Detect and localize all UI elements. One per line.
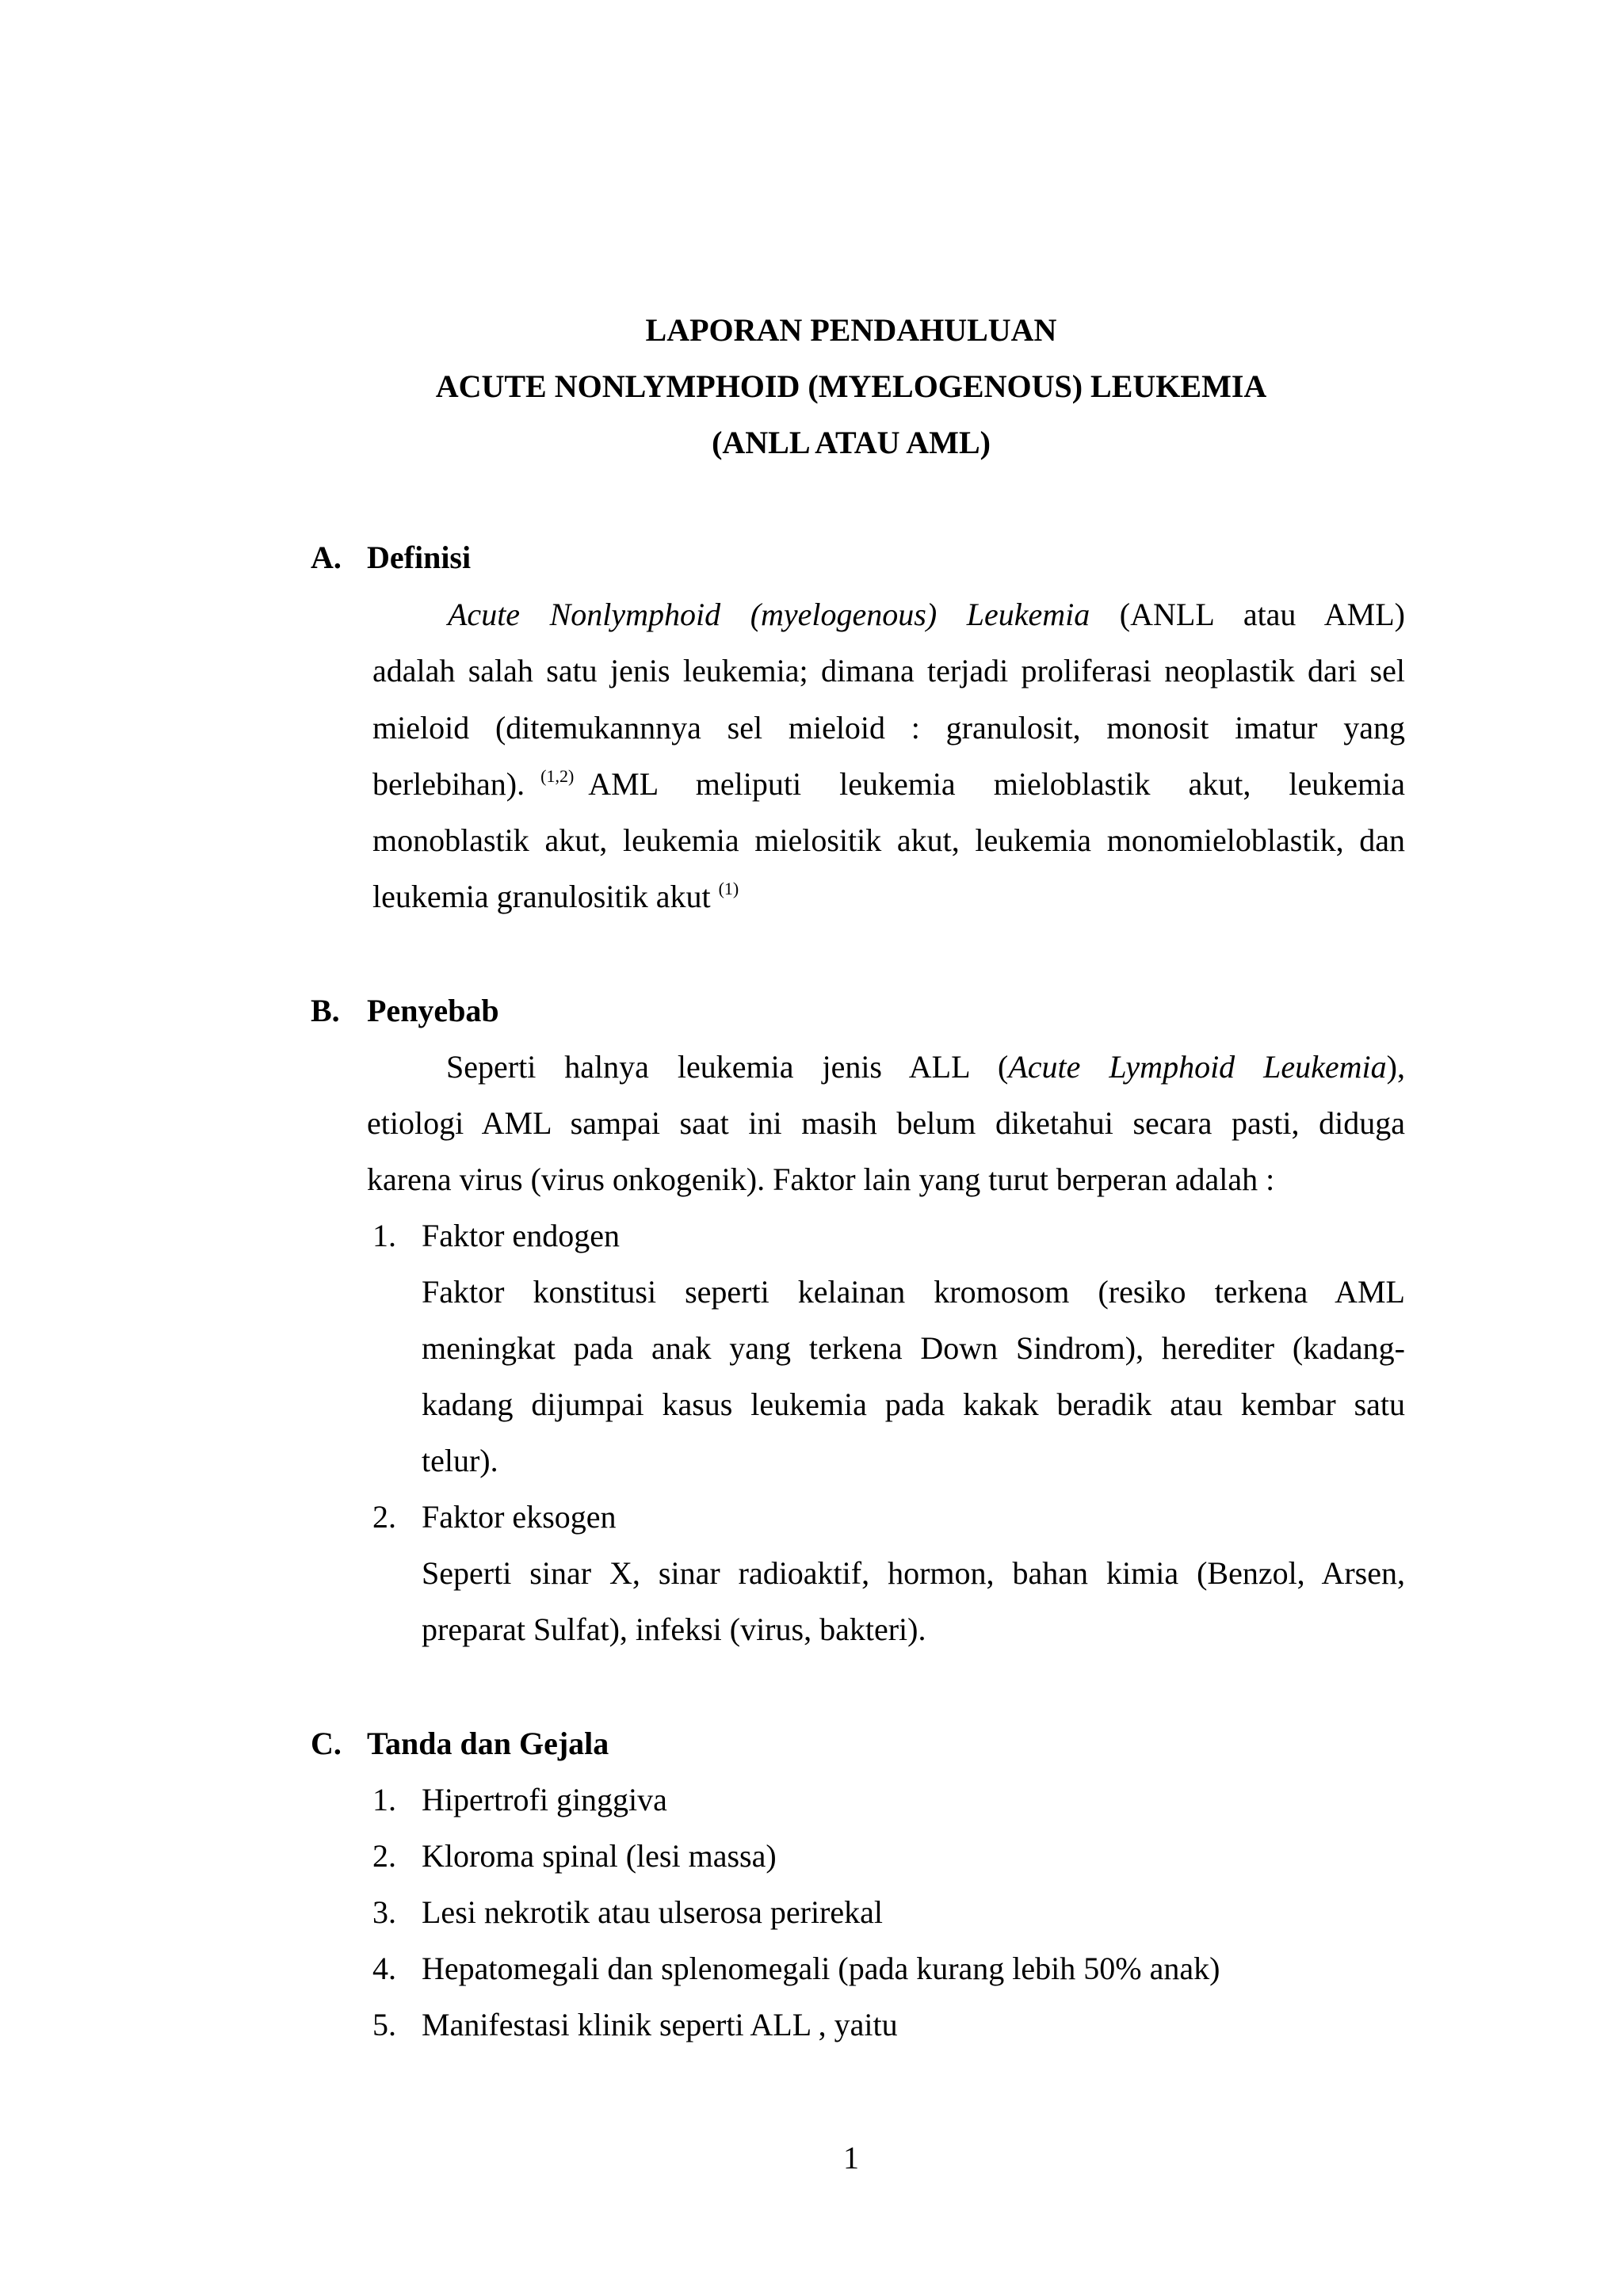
title-line-3: (ANLL ATAU AML) (712, 425, 991, 460)
list-item: Manifestasi klinik seperti ALL , yaitu (422, 2007, 898, 2042)
section-a-line-6-text: leukemia granulositik akut (372, 879, 711, 914)
section-c-letter: C. (311, 1726, 342, 1761)
list-item: Lesi nekrotik atau ulserosa perirekal (422, 1894, 883, 1930)
section-b-line-1-b: ), (1386, 1049, 1405, 1085)
list-item: Hipertrofi ginggiva (422, 1782, 667, 1817)
section-a-line-5: monoblastik akut, leukemia mielositik akut, leukemia monomieloblastik, dan (372, 822, 1405, 858)
section-b-line-2: etiologi AML sampai saat ini masih belum diketahui secara pasti, diduga (367, 1105, 1405, 1141)
section-a-line-4 (372, 765, 1405, 803)
term-italic: Acute Nonlymphoid (myelogenous) Leukemia (448, 597, 1090, 632)
list-item-line: preparat Sulfat), infeksi (virus, bakteri). (422, 1611, 926, 1647)
list-number: 4. (372, 1951, 396, 1986)
list-item-line: meningkat pada anak yang terkena Down Sindrom), herediter (kadang- (422, 1330, 1405, 1366)
list-number: 3. (372, 1894, 396, 1930)
list-item-line: kadang dijumpai kasus leukemia pada kakak beradik atau kembar satu (422, 1386, 1405, 1422)
title-line-1: LAPORAN PENDAHULUAN (645, 312, 1057, 348)
list-number: 5. (372, 2007, 396, 2042)
list-item: Hepatomegali dan splenomegali (pada kurang lebih 50% anak) (422, 1951, 1220, 1986)
section-a-line-1 (448, 596, 1405, 634)
section-a-line-4-a: berlebihan). (372, 766, 525, 802)
section-b-line-1-a: Seperti halnya leukemia jenis ALL ( (446, 1049, 1009, 1085)
section-a-line-4-b: AML meliputi leukemia mieloblastik akut, leukemia (588, 766, 1405, 802)
list-item-line: Faktor konstitusi seperti kelainan kromosom (resiko terkena AML (422, 1274, 1405, 1310)
list-item-title: Faktor endogen (422, 1218, 620, 1253)
list-item-line: telur). (422, 1443, 498, 1478)
section-a-letter: A. (311, 540, 342, 575)
section-b-line-1 (446, 1048, 1405, 1086)
section-a-line-2: adalah salah satu jenis leukemia; dimana terjadi proliferasi neoplastik dari sel (372, 653, 1405, 688)
section-a-line-6 (372, 878, 739, 916)
list-item-title: Faktor eksogen (422, 1499, 617, 1535)
term-italic: Acute Lymphoid Leukemia (1008, 1049, 1387, 1085)
citation: (1,2) (540, 766, 575, 786)
section-a-line-1-rest: (ANLL atau AML) (1090, 597, 1405, 632)
citation: (1) (718, 879, 739, 898)
page-number: 1 (843, 2140, 859, 2176)
list-item: Kloroma spinal (lesi massa) (422, 1838, 777, 1874)
list-item-line: Seperti sinar X, sinar radioaktif, hormon, bahan kimia (Benzol, Arsen, (422, 1555, 1405, 1591)
list-number: 1. (372, 1782, 396, 1817)
title-line-2: ACUTE NONLYMPHOID (MYELOGENOUS) LEUKEMIA (435, 368, 1267, 404)
section-b-line-3: karena virus (virus onkogenik). Faktor lain yang turut berperan adalah : (367, 1161, 1275, 1197)
list-number: 1. (372, 1218, 396, 1253)
section-a-line-3: mieloid (ditemukannnya sel mieloid : granulosit, monosit imatur yang (372, 710, 1405, 746)
list-number: 2. (372, 1499, 396, 1535)
section-b-letter: B. (311, 993, 340, 1028)
section-b-heading: Penyebab (367, 993, 499, 1028)
section-c-heading: Tanda dan Gejala (367, 1726, 609, 1761)
section-a-heading: Definisi (367, 540, 472, 575)
list-number: 2. (372, 1838, 396, 1874)
